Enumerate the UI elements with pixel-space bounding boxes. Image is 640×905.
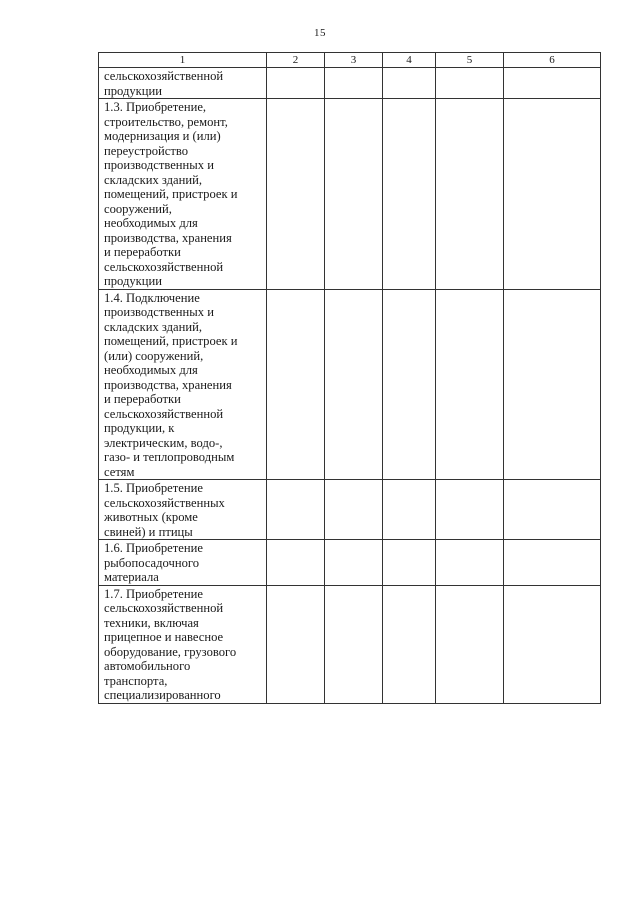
row-description-line: продукции, к <box>104 421 175 435</box>
row-description-line: складских зданий, <box>104 319 202 334</box>
row-description-line: техники, включая <box>104 615 199 630</box>
document-table <box>98 52 601 704</box>
table-row <box>99 289 601 480</box>
row-description-line: строительство, ремонт, <box>104 114 228 129</box>
row-description-line: сельскохозяйственной <box>104 406 224 421</box>
row-description-line: 1.5. Приобретение <box>104 481 203 495</box>
row-description-line: сельскохозяйственной <box>104 601 224 615</box>
row-description-line: 1.4. Подключение <box>104 290 200 305</box>
empty-cell-col-5 <box>436 68 504 99</box>
row-description-line: складских зданий, <box>104 172 202 187</box>
row-description-line: сельскохозяйственных <box>104 495 225 510</box>
column-header-4: 4 <box>383 53 436 68</box>
row-description-line: сооружений, <box>104 201 172 216</box>
row-description-line: производства, хранения <box>104 377 232 392</box>
row-description-line: 1.6. Приобретение <box>104 541 203 555</box>
empty-cell-col-2 <box>267 68 325 99</box>
empty-cell-col-2 <box>267 585 325 703</box>
row-description-line: рыбопосадочного <box>104 555 200 570</box>
empty-cell-col-3 <box>325 289 383 480</box>
table-row <box>99 480 601 540</box>
row-description-cell <box>99 585 267 703</box>
row-description-line: и переработки <box>104 245 181 259</box>
empty-cell-col-3 <box>325 585 383 703</box>
row-description-line: транспорта, <box>104 673 168 688</box>
column-header-1: 1 <box>99 53 267 68</box>
empty-cell-col-3 <box>325 540 383 586</box>
row-description-line: производственных и <box>104 158 214 172</box>
row-description-cell <box>99 540 267 586</box>
empty-cell-col-6 <box>504 289 601 480</box>
table-row <box>99 540 601 586</box>
row-description-line: производства, хранения <box>104 230 232 245</box>
table-body <box>99 68 601 704</box>
empty-cell-col-2 <box>267 540 325 586</box>
page-number: 15 <box>314 27 326 39</box>
column-header-3: 3 <box>325 53 383 68</box>
empty-cell-col-3 <box>325 480 383 540</box>
row-description-line: необходимых для <box>104 216 198 230</box>
row-description-line: материала <box>104 570 159 584</box>
row-description-cell <box>99 480 267 540</box>
column-header-6: 6 <box>504 53 601 68</box>
row-description-line: электрическим, водо-, <box>104 435 223 450</box>
row-description-line: модернизация и (или) <box>104 129 221 143</box>
row-description-line: животных (кроме <box>104 510 198 524</box>
row-description-cell <box>99 289 267 480</box>
empty-cell-col-6 <box>504 540 601 586</box>
empty-cell-col-2 <box>267 99 325 290</box>
empty-cell-col-4 <box>383 585 436 703</box>
empty-cell-col-3 <box>325 68 383 99</box>
row-description-line: необходимых для <box>104 363 198 377</box>
row-description-line: и переработки <box>104 392 181 406</box>
row-description-line: 1.3. Приобретение, <box>104 100 207 114</box>
row-description-line: помещений, пристроек и <box>104 334 238 348</box>
empty-cell-col-5 <box>436 99 504 290</box>
table-row <box>99 585 601 703</box>
column-header-5: 5 <box>436 53 504 68</box>
row-description-line: помещений, пристроек и <box>104 187 238 201</box>
empty-cell-col-2 <box>267 480 325 540</box>
header-row <box>99 53 601 68</box>
row-description-line: сельскохозяйственной <box>104 259 224 274</box>
empty-cell-col-5 <box>436 540 504 586</box>
empty-cell-col-2 <box>267 289 325 480</box>
row-description-cell <box>99 99 267 290</box>
empty-cell-col-4 <box>383 68 436 99</box>
row-description-line: (или) сооружений, <box>104 348 204 363</box>
table-row <box>99 99 601 290</box>
row-description-line: сетям <box>104 464 135 479</box>
empty-cell-col-6 <box>504 68 601 99</box>
empty-cell-col-6 <box>504 99 601 290</box>
row-description-line: газо- и теплопроводным <box>104 450 235 464</box>
empty-cell-col-6 <box>504 480 601 540</box>
empty-cell-col-4 <box>383 99 436 290</box>
row-description-line: переустройство <box>104 143 189 158</box>
empty-cell-col-4 <box>383 289 436 480</box>
empty-cell-col-3 <box>325 99 383 290</box>
row-description-line: 1.7. Приобретение <box>104 586 203 601</box>
empty-cell-col-6 <box>504 585 601 703</box>
table-row <box>99 68 601 99</box>
row-description-line: сельскохозяйственной <box>104 69 224 83</box>
row-description-line: продукции <box>104 274 163 288</box>
empty-cell-col-5 <box>436 585 504 703</box>
row-description-line: производственных и <box>104 305 214 319</box>
column-header-2: 2 <box>267 53 325 68</box>
row-description-line: свиней) и птицы <box>104 524 193 539</box>
row-description-line: специализированного <box>104 688 221 702</box>
empty-cell-col-5 <box>436 480 504 540</box>
row-description-cell <box>99 68 267 99</box>
row-description-line: прицепное и навесное <box>104 630 224 644</box>
row-description-line: оборудование, грузового <box>104 644 237 659</box>
empty-cell-col-5 <box>436 289 504 480</box>
empty-cell-col-4 <box>383 540 436 586</box>
empty-cell-col-4 <box>383 480 436 540</box>
row-description-line: продукции <box>104 83 163 98</box>
row-description-line: автомобильного <box>104 659 191 673</box>
